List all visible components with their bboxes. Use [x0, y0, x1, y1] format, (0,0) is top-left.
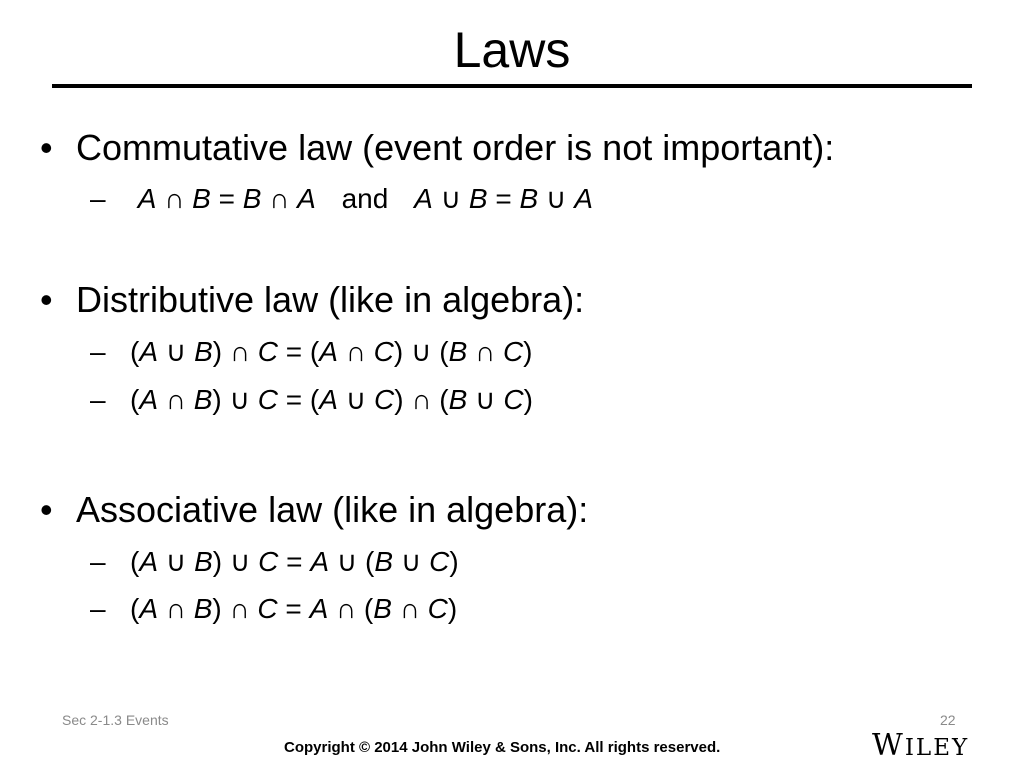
- expr-part: ∩: [467, 336, 503, 367]
- slide-title: Laws: [453, 22, 571, 78]
- expr-part: B: [468, 183, 488, 214]
- expr-part: (: [130, 546, 140, 577]
- expr-part: A: [574, 183, 593, 214]
- sub-item-commutative: [90, 181, 593, 217]
- expr-part: A: [414, 183, 433, 214]
- expr-part: C: [429, 546, 450, 577]
- expr-part: ) ∪: [212, 384, 258, 415]
- expr-part: B: [519, 183, 539, 214]
- expr-part: (: [130, 593, 140, 624]
- expr-part: A: [139, 546, 159, 577]
- expr-part: A: [309, 593, 329, 624]
- expr-part: C: [257, 593, 278, 624]
- expr-part: B: [193, 593, 213, 624]
- expr-part: B: [373, 593, 392, 624]
- expr-part: B: [448, 336, 468, 367]
- expr-part: C: [502, 336, 524, 367]
- sub-item-distributive-2: [90, 382, 533, 418]
- expr-part: C: [257, 384, 279, 415]
- expr-part: ): [523, 384, 533, 415]
- expr: [130, 546, 459, 577]
- expr-part: =: [277, 593, 310, 624]
- expr-part: ) ∪: [212, 546, 259, 577]
- expr-part: =: [487, 183, 520, 214]
- expr-part: ∪: [467, 384, 504, 415]
- expr-part: ∩: [156, 183, 193, 214]
- dash: –: [90, 183, 106, 214]
- expr-part: ∪: [158, 336, 195, 367]
- sub-item-distributive-1: [90, 334, 533, 370]
- expr-part: C: [257, 336, 279, 367]
- expr-part: ) ∩ (: [394, 384, 449, 415]
- expr-part: (: [130, 336, 140, 367]
- bullet-dot: •: [40, 279, 53, 320]
- expr-part: B: [193, 384, 213, 415]
- expr-part: (: [130, 384, 140, 415]
- bullet-text: Commutative law (event order is not important):: [76, 127, 835, 168]
- expr-part: ∪: [393, 546, 430, 577]
- expr-part: A: [319, 384, 338, 415]
- expr-part: ∪ (: [329, 546, 375, 577]
- expr-part: = (: [278, 384, 320, 415]
- expr: [130, 593, 457, 624]
- expr-part: B: [374, 546, 394, 577]
- page-number: 22: [940, 712, 956, 728]
- expr-part: A: [139, 384, 159, 415]
- bullet-text: Distributive law (like in algebra):: [76, 279, 585, 320]
- expr-part: A: [139, 593, 159, 624]
- expr-part: C: [427, 593, 448, 624]
- expr-part: ∪: [432, 183, 469, 214]
- sub-item-associative-1: [90, 544, 459, 580]
- expr-part: = (: [278, 336, 320, 367]
- expr-part: A: [139, 336, 159, 367]
- wiley-logo-rest: ILEY: [904, 735, 970, 761]
- dash: –: [90, 593, 106, 624]
- expr-part: =: [210, 183, 243, 214]
- expr-part: A: [137, 183, 157, 214]
- expr-part: B: [242, 183, 262, 214]
- footer-section-label: Sec 2-1.3 Events: [62, 712, 169, 728]
- dash: –: [90, 546, 106, 577]
- expr-part: ∩: [337, 336, 374, 367]
- expr-part: ∩: [158, 384, 194, 415]
- copyright-notice: Copyright © 2014 John Wiley & Sons, Inc. All rights reserved.: [284, 739, 721, 756]
- expr-part: ∩: [158, 593, 194, 624]
- bullet-dot: •: [40, 127, 53, 168]
- expr-part: C: [503, 384, 524, 415]
- expr-part: ∪: [538, 183, 575, 214]
- expr-part: ): [523, 336, 533, 367]
- wiley-logo-initial: W: [872, 728, 905, 763]
- title-underline: [52, 84, 972, 88]
- expr: [130, 336, 533, 367]
- expr-part: ∩: [391, 593, 428, 624]
- expr-part: ): [449, 546, 459, 577]
- expr: [130, 384, 533, 415]
- dash: –: [90, 336, 106, 367]
- expr-part: B: [192, 183, 211, 214]
- expr-part: A: [319, 336, 338, 367]
- expr-part: A: [297, 183, 316, 214]
- bullet-text: Associative law (like in algebra):: [76, 489, 589, 530]
- expr-part: B: [194, 336, 213, 367]
- expr-part: ) ∪ (: [393, 336, 449, 367]
- bullet-commutative: [40, 126, 834, 170]
- expr-part: ∩ (: [328, 593, 374, 624]
- expr-part: B: [194, 546, 213, 577]
- bullet-distributive: [40, 278, 584, 322]
- sub-item-associative-2: [90, 591, 457, 627]
- expr-part: C: [373, 336, 394, 367]
- expr-part: C: [374, 384, 395, 415]
- dash: –: [90, 384, 106, 415]
- wiley-logo: [872, 728, 969, 766]
- expr-part: ) ∩: [212, 593, 258, 624]
- expr-part: ∪: [337, 384, 374, 415]
- expr-part: ) ∩: [212, 336, 258, 367]
- expr-part: C: [258, 546, 279, 577]
- expr-part: =: [278, 546, 311, 577]
- and-word: and: [341, 183, 389, 214]
- expr-part: ): [447, 593, 458, 624]
- expr-part: A: [310, 546, 329, 577]
- expr-part: ∩: [261, 183, 298, 214]
- bullet-associative: [40, 488, 588, 532]
- expr-part: ∪: [158, 546, 195, 577]
- bullet-dot: •: [40, 489, 53, 530]
- expr-part: B: [448, 384, 468, 415]
